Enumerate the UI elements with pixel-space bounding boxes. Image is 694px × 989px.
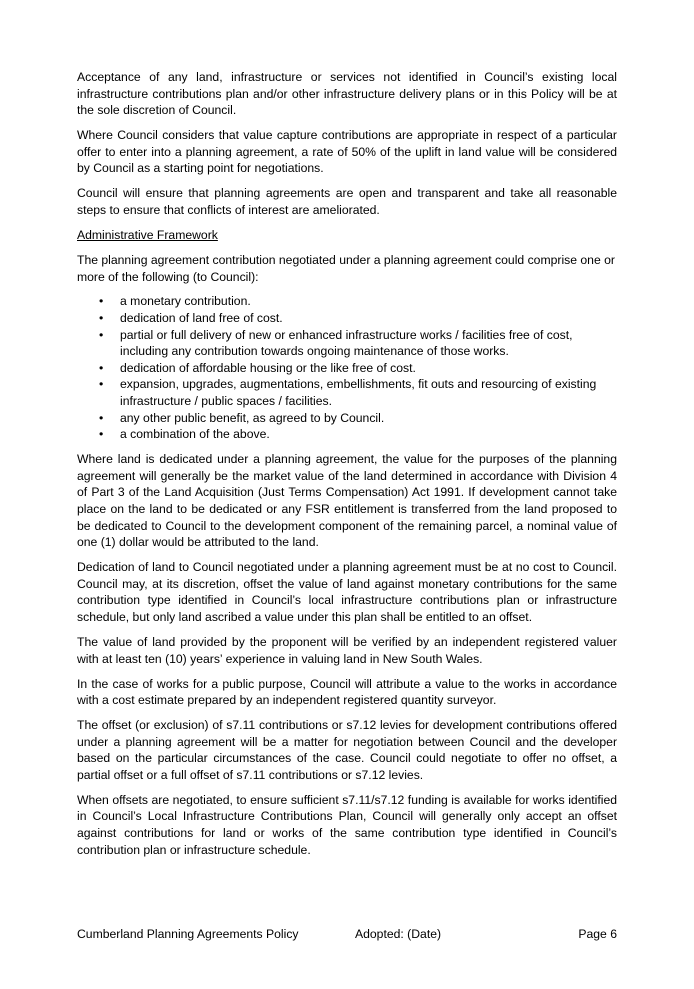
list-item-text: partial or full delivery of new or enhanced infrastructure works / facilities free of cost, including any contribution towards ongoing maintenance of those works. — [120, 327, 573, 359]
list-item — [77, 376, 617, 409]
footer-page-number: Page 6 — [578, 927, 617, 941]
contribution-types-list — [77, 293, 617, 442]
paragraph-offset-funding: When offsets are negotiated, to ensure sufficient s7.11/s7.12 funding is available for works identified in Council’s Local Infrastructure Contributions Plan, Council will generally only accept an offset against contributions for land or works of the same contribution type identified in Council’s contribution plan or infrastructure schedule. — [77, 792, 617, 857]
list-item-text: a combination of the above. — [120, 427, 270, 442]
paragraph-valuer: The value of land provided by the proponent will be verified by an independent registered valuer with at least ten (10) years’ experience in valuing land in New South Wales. — [77, 634, 617, 666]
paragraph-land-dedication-cost: Dedication of land to Council negotiated under a planning agreement must be at no cost to Council. Council may, at its discretion, offset the value of land against monetary contributions for the same contribution type identified in Council’s local infrastructure contributions plan or infrastructure schedule, but only land ascribed a value under this plan shall be entitled to an offset. — [77, 560, 617, 624]
bullet-icon: • — [99, 377, 104, 392]
footer-document-title: Cumberland Planning Agreements Policy — [77, 927, 299, 941]
list-item — [77, 327, 617, 360]
bullet-icon: • — [99, 311, 104, 326]
list-item — [77, 310, 617, 327]
paragraph-land-dedication-value: Where land is dedicated under a planning agreement, the value for the purposes of the planning agreement will generally be the market value of the land determined in accordance with Division 4 of Part 3 of the Land Acquisition (Just Terms Compensation) Act 1991. If development cannot take place on the land to be dedicated or any FSR entitlement is transferred from the land proposed to be dedicated to Council to the development component of the remaining parcel, a nominal value of one (1) dollar would be attributed to the land. — [77, 452, 617, 550]
list-item — [77, 293, 617, 310]
paragraph-land-acceptance: Acceptance of any land, infrastructure or services not identified in Council’s existing local infrastructure contributions plan and/or other infrastructure delivery plans or in this Policy will be at the sole discretion of Council. — [77, 70, 617, 118]
paragraph-transparency: Council will ensure that planning agreements are open and transparent and take all reasonable steps to ensure that conflicts of interest are ameliorated. — [77, 186, 617, 217]
list-item-text: expansion, upgrades, augmentations, embellishments, fit outs and resourcing of existing infrastructure / public spaces / facilities. — [120, 377, 597, 409]
list-item — [77, 426, 617, 443]
section-heading-administrative-framework: Administrative Framework — [77, 227, 218, 242]
list-item-text: any other public benefit, as agreed to by Council. — [120, 410, 385, 425]
list-item — [77, 410, 617, 427]
list-item-text: dedication of land free of cost. — [120, 311, 283, 326]
bullet-icon: • — [99, 360, 104, 375]
bullet-icon: • — [99, 410, 104, 425]
bullet-icon: • — [99, 294, 104, 309]
paragraph-offset-negotiation: The offset (or exclusion) of s7.11 contributions or s7.12 levies for development contributions offered under a planning agreement will be a matter for negotiation between Council and the developer based on the particular circumstances of the case. Council could negotiate to offer no offset, a partial offset or a full offset of s7.11 contributions or s7.12 levies. — [77, 718, 617, 782]
paragraph-works-value: In the case of works for a public purpose, Council will attribute a value to the works in accordance with a cost estimate prepared by an independent registered quantity surveyor. — [77, 676, 617, 708]
footer-adopted-date: Adopted: (Date) — [355, 927, 442, 941]
bullet-icon: • — [99, 327, 104, 342]
bullet-icon: • — [99, 427, 104, 442]
list-item — [77, 360, 617, 377]
list-item-text: a monetary contribution. — [120, 294, 251, 309]
paragraph-value-capture: Where Council considers that value capture contributions are appropriate in respect of a particular offer to enter into a planning agreement, a rate of 50% of the uplift in land value will be considered by Council as a starting point for negotiations. — [77, 128, 617, 176]
list-item-text: dedication of affordable housing or the like free of cost. — [120, 360, 416, 375]
page-content — [77, 69, 617, 867]
paragraph-contribution-intro: The planning agreement contribution negotiated under a planning agreement could comprise one or more of the following (to Council): — [77, 252, 615, 284]
